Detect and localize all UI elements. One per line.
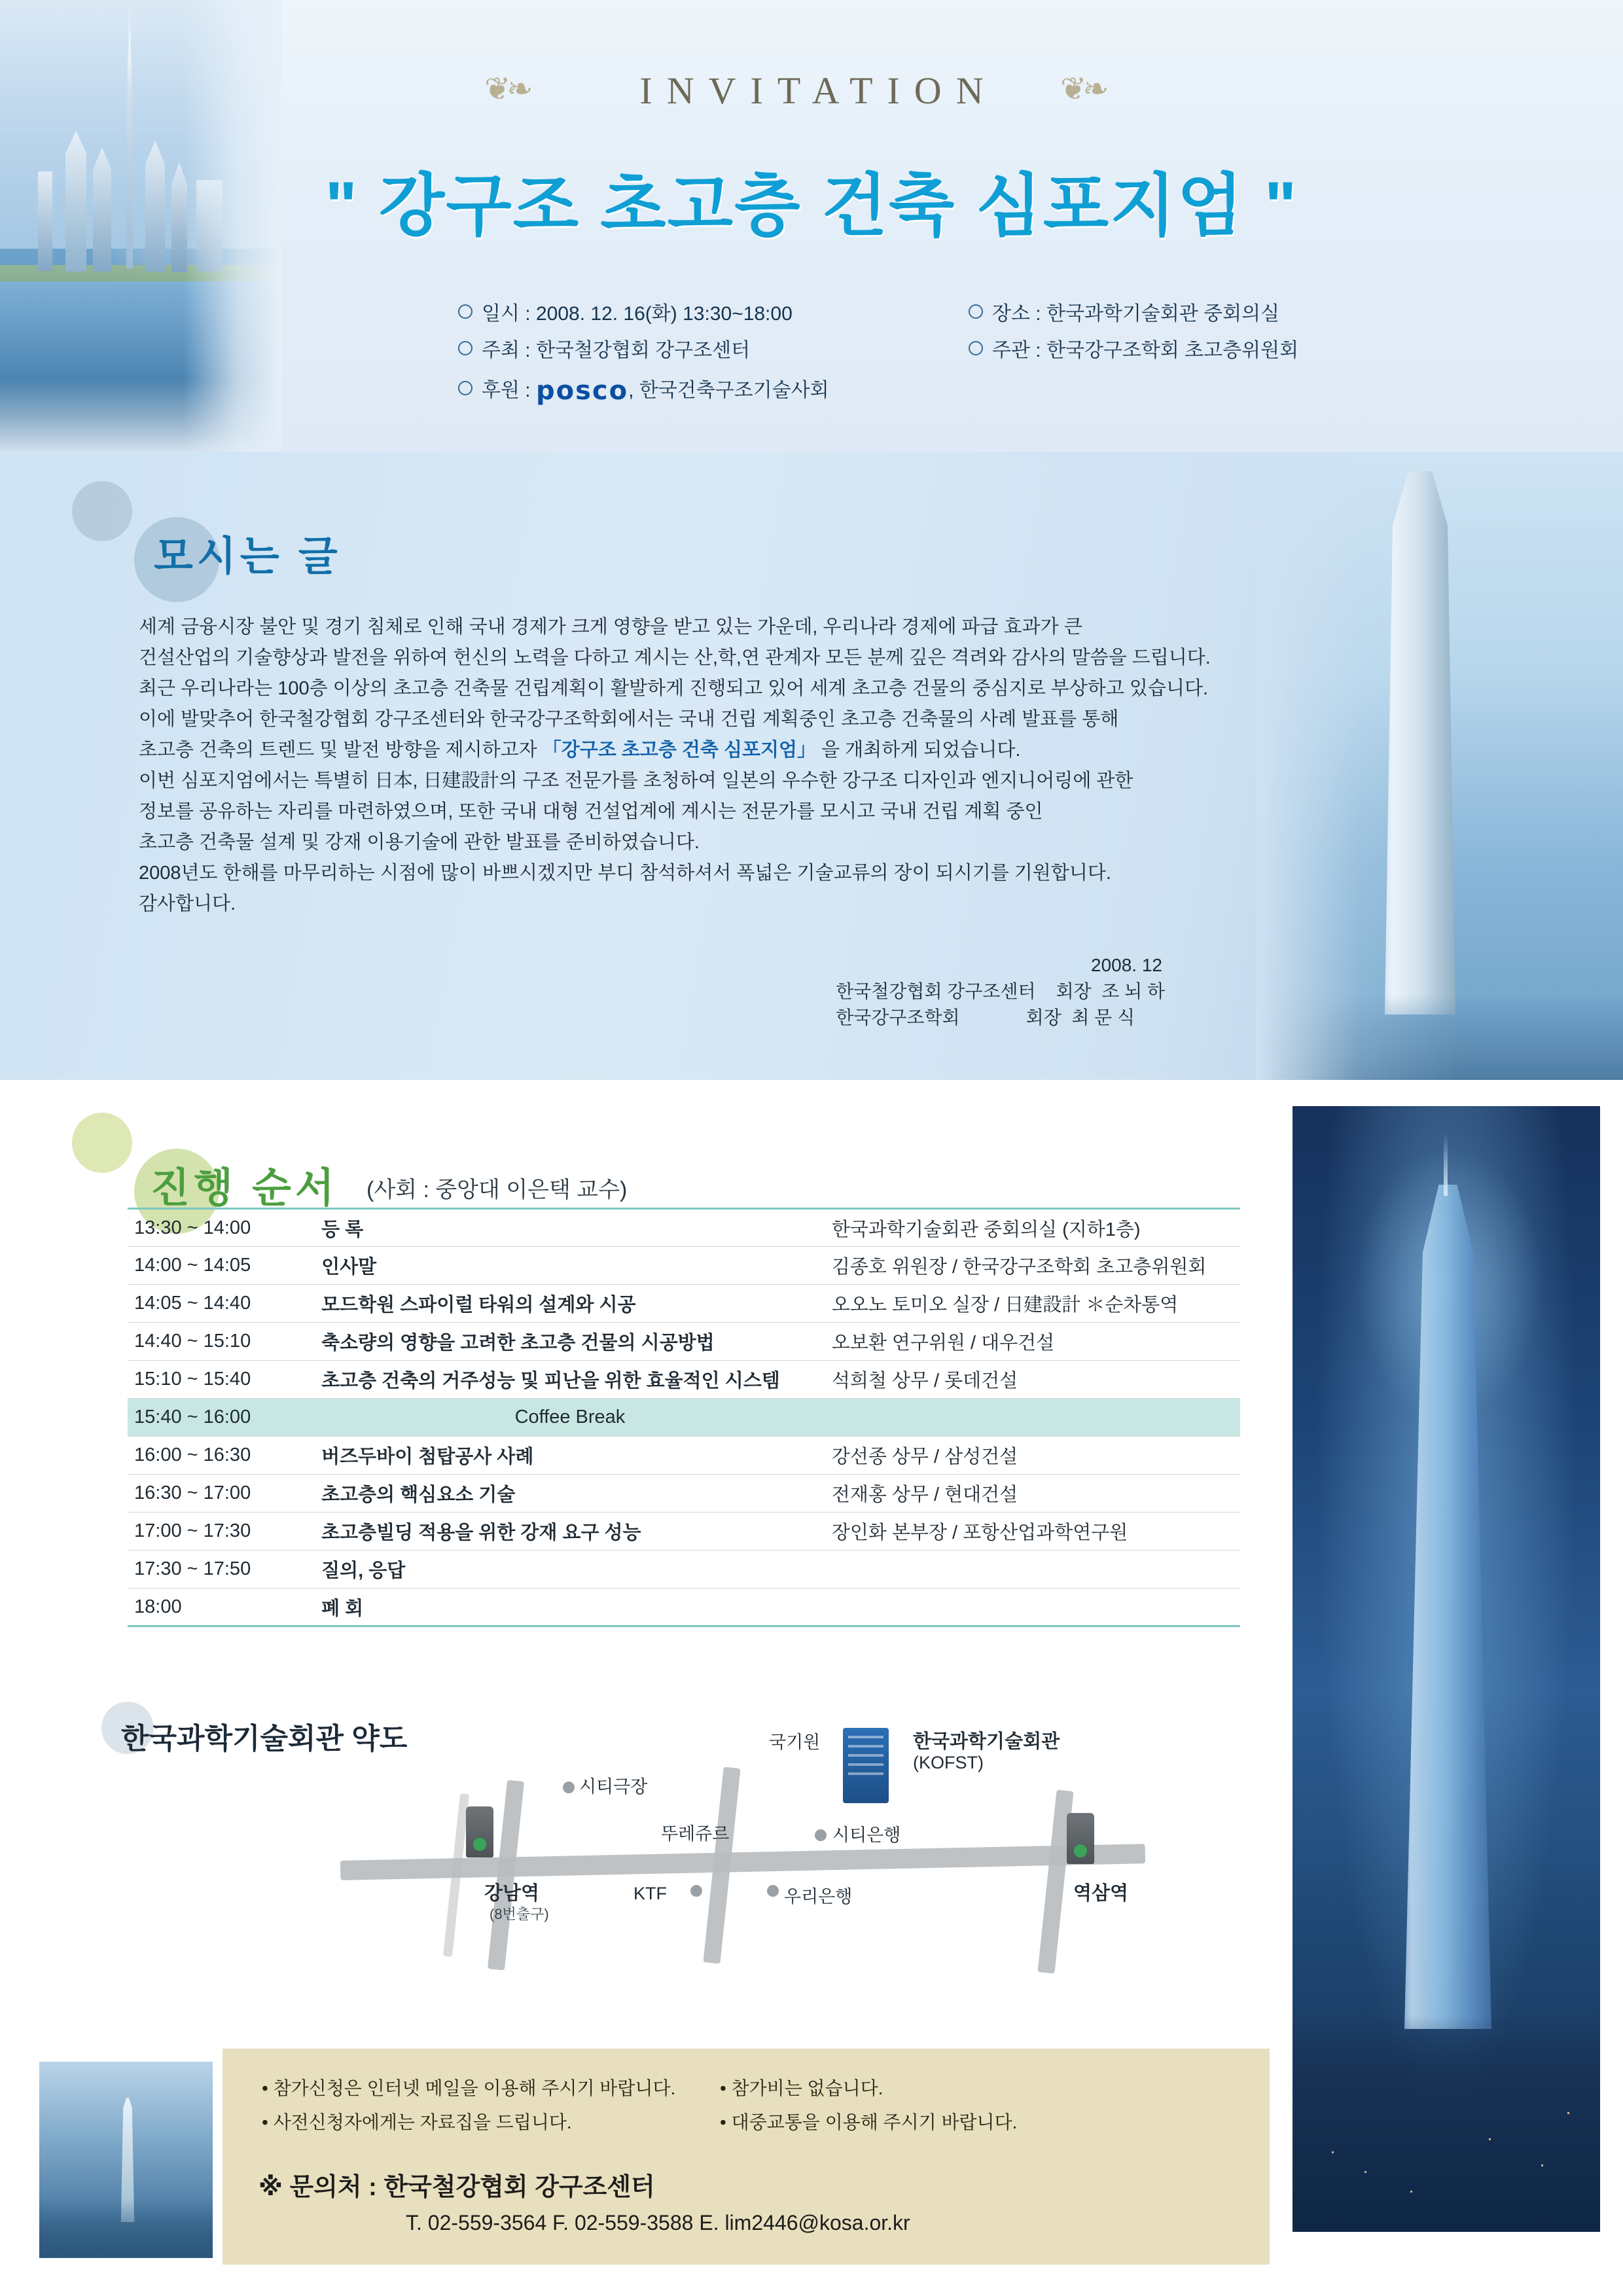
table-row <box>128 1247 1240 1285</box>
row-time: 18:00 <box>128 1588 315 1626</box>
greeting-line-4: 이에 발맞추어 한국철강협회 강구조센터와 한국강구조학회에서는 국내 건립 계획중인 초고층 건축물의 사례 발표를 통해 <box>139 709 1119 730</box>
table-row <box>128 1551 1240 1588</box>
row-topic: 폐 회 <box>315 1588 825 1626</box>
row-speaker <box>825 1588 1240 1626</box>
map-label-citibank: 시티은행 <box>832 1825 901 1845</box>
signature-line-1: 한국철강협회 강구조센터 회장 조 뇌 하 <box>836 981 1165 1001</box>
info-date-value: 2008. 12. 16(화) 13:30~18:00 <box>535 303 793 325</box>
map-dot-woori <box>767 1885 779 1897</box>
posco-logo: posco <box>535 376 629 406</box>
program-moderator: (사회 : 중앙대 이은택 교수) <box>366 1177 628 1202</box>
row-time: 14:00 ~ 14:05 <box>128 1247 315 1285</box>
signature-date: 2008. 12 <box>1091 955 1162 975</box>
row-speaker: 한국과학기술회관 중회의실 (지하1층) <box>825 1209 1240 1247</box>
bullet-icon <box>969 341 983 355</box>
greeting-line-1: 세계 금융시장 불안 및 경기 침체로 인해 국내 경제가 크게 영향을 받고 있는 가운데, 우리나라 경제에 파급 효과가 큰 <box>139 617 1082 637</box>
subway-icon-gangnam <box>466 1806 493 1857</box>
footer-bullets-left <box>262 2072 675 2140</box>
map-label-kofst: 한국과학기술회관 <box>913 1731 1060 1752</box>
row-topic: 초고층빌딩 적용을 위한 강재 요구 성능 <box>315 1513 825 1551</box>
bullet-icon <box>458 304 473 319</box>
info-host-label: 주최 <box>482 340 520 361</box>
footer-photo <box>39 2062 213 2258</box>
greeting-line-5-post: 을 개최하게 되었습니다. <box>816 740 1021 761</box>
row-time: 17:00 ~ 17:30 <box>128 1513 315 1551</box>
row-speaker: 김종호 위원장 / 한국강구조학회 초고층위원회 <box>825 1247 1240 1285</box>
info-organizer-label: 주관 <box>992 340 1030 361</box>
greeting-line-5-pre: 초고층 건축의 트렌드 및 발전 방향을 제시하고자 <box>139 740 543 761</box>
footer-bullet-4: • 대중교통을 이용해 주시기 바랍니다. <box>720 2112 1018 2132</box>
footer-bullets-right <box>720 2072 1017 2140</box>
row-time: 14:40 ~ 15:10 <box>128 1323 315 1361</box>
greeting-line-9: 2008년도 한해를 마무리하는 시점에 많이 바쁘시겠지만 부디 참석하셔서 폭넓은 기술교류의 장이 되시기를 기원합니다. <box>139 863 1111 884</box>
signature-line-2: 한국강구조학회 회장 최 문 식 <box>836 1007 1135 1028</box>
footer-tel: T. 02-559-3564 F. 02-559-3588 E. lim2446@kosa.or.kr <box>406 2211 910 2234</box>
greeting-symposium-emphasis: 「강구조 초고층 건축 심포지엄」 <box>542 740 817 761</box>
night-tower-photo <box>1293 1106 1600 2232</box>
event-info-block <box>458 304 1571 414</box>
map-label-ktf: KTF <box>633 1884 667 1903</box>
row-topic: Coffee Break <box>315 1399 825 1437</box>
program-heading: 진행 순서 <box>151 1166 338 1211</box>
row-speaker <box>825 1551 1240 1588</box>
row-speaker: 석희철 상무 / 롯데건설 <box>825 1361 1240 1399</box>
row-time: 13:30 ~ 14:00 <box>128 1209 315 1247</box>
info-organizer: 주관 : 한국강구조학회 초고층위원회 <box>969 341 1298 361</box>
map-label-tous-les-jours: 뚜레쥬르 <box>661 1824 730 1844</box>
info-organizer-value: 한국강구조학회 초고층위원회 <box>1046 340 1299 361</box>
info-sponsor-label: 후원 <box>482 380 520 401</box>
bullet-icon <box>458 341 473 355</box>
greeting-line-10: 감사합니다. <box>139 893 236 914</box>
map-label-yeoksam-station: 역삼역 <box>1073 1883 1129 1904</box>
greeting-signature <box>836 952 1165 1031</box>
footer-bullet-3: • 참가비는 없습니다. <box>720 2078 883 2098</box>
greeting-line-3: 최근 우리나라는 100층 이상의 초고층 건축물 건립계획이 활발하게 진행되고 있어 세계 초고층 건물의 중심지로 부상하고 있습니다. <box>139 678 1209 699</box>
row-time: 15:40 ~ 16:00 <box>128 1399 315 1437</box>
row-time: 16:00 ~ 16:30 <box>128 1437 315 1475</box>
greeting-line-6: 이번 심포지엄에서는 특별히 日本, 日建設計의 구조 전문가를 초청하여 일본의 우수한 강구조 디자인과 엔지니어링에 관한 <box>139 770 1133 791</box>
table-row <box>128 1437 1240 1475</box>
flourish-left-icon: ❦❧ <box>484 72 529 107</box>
table-row <box>128 1209 1240 1247</box>
info-sponsor: 후원 : posco, 한국건축구조기술사회 <box>458 378 829 404</box>
row-topic: 축소량의 영향을 고려한 초고층 건물의 시공방법 <box>315 1323 825 1361</box>
table-row <box>128 1361 1240 1399</box>
flourish-right-icon: ❦❧ <box>1060 72 1105 107</box>
info-place: 장소 : 한국과학기술회관 중회의실 <box>969 304 1279 324</box>
row-speaker: 오보환 연구위원 / 대우건설 <box>825 1323 1240 1361</box>
info-place-value: 한국과학기술회관 중회의실 <box>1046 303 1280 325</box>
row-time: 16:30 ~ 17:00 <box>128 1475 315 1513</box>
greeting-heading-blob <box>72 481 132 541</box>
bullet-icon <box>969 304 983 319</box>
row-speaker: 오오노 토미오 실장 / 日建設計 ＊순차통역 <box>825 1285 1240 1323</box>
kofst-building-icon <box>843 1728 889 1803</box>
map-label-city-theater: 시티극장 <box>579 1777 648 1797</box>
table-row <box>128 1323 1240 1361</box>
info-place-label: 장소 <box>992 303 1030 325</box>
map-label-gangnam-station: 강남역 <box>484 1883 540 1904</box>
row-topic: 질의, 응답 <box>315 1551 825 1588</box>
row-topic: 버즈두바이 첨탑공사 사례 <box>315 1437 825 1475</box>
greeting-tower-photo <box>1257 452 1623 1080</box>
map-label-woori-bank: 우리은행 <box>784 1887 853 1907</box>
greeting-line-8: 초고층 건축물 설계 및 강재 이용기술에 관한 발표를 준비하였습니다. <box>139 832 700 853</box>
subway-icon-yeoksam <box>1067 1813 1094 1864</box>
map-dot-ktf <box>690 1885 702 1897</box>
row-time: 14:05 ~ 14:40 <box>128 1285 315 1323</box>
map-title: 한국과학기술회관 약도 <box>121 1723 408 1755</box>
row-speaker: 장인화 본부장 / 포항산업과학연구원 <box>825 1513 1240 1551</box>
info-date: 일시 : 2008. 12. 16(화) 13:30~18:00 <box>458 304 793 324</box>
map-label-kofst-en: (KOFST) <box>913 1753 984 1772</box>
table-row <box>128 1588 1240 1626</box>
footer-bullet-1: • 참가신청은 인터넷 메일을 이용해 주시기 바랍니다. <box>262 2078 676 2098</box>
greeting-line-5 <box>139 735 1264 766</box>
info-sponsor-value: , 한국건축구조기술사회 <box>628 380 829 401</box>
footer-contact: ※ 문의처 : 한국철강협회 강구조센터 <box>259 2174 655 2201</box>
program-heading-blob <box>72 1113 132 1173</box>
footer-bullet-2: • 사전신청자에게는 자료집을 드립니다. <box>262 2112 572 2132</box>
map-dot-city-theater <box>563 1782 575 1793</box>
info-host: 주최 : 한국철강협회 강구조센터 <box>458 341 750 361</box>
row-speaker <box>825 1399 1240 1437</box>
row-time: 15:10 ~ 15:40 <box>128 1361 315 1399</box>
row-speaker: 강선종 상무 / 삼성건설 <box>825 1437 1240 1475</box>
table-row <box>128 1285 1240 1323</box>
greeting-line-7: 정보를 공유하는 자리를 마련하였으며, 또한 국내 대형 건설업계에 계시는 전문가를 모시고 국내 건립 계획 중인 <box>139 801 1043 822</box>
info-date-label: 일시 <box>482 303 520 325</box>
program-table <box>128 1208 1240 1627</box>
header-banner <box>0 0 1623 452</box>
map-label-gukkiwon: 국기원 <box>769 1732 821 1752</box>
row-speaker: 전재홍 상무 / 현대건설 <box>825 1475 1240 1513</box>
row-topic: 초고층의 핵심요소 기술 <box>315 1475 825 1513</box>
greeting-body <box>139 612 1264 920</box>
row-topic: 인사말 <box>315 1247 825 1285</box>
map-dot-citibank <box>815 1829 827 1841</box>
program-table-wrap <box>128 1208 1240 1627</box>
row-time: 17:30 ~ 17:50 <box>128 1551 315 1588</box>
table-row <box>128 1475 1240 1513</box>
greeting-line-2: 건설산업의 기술향상과 발전을 위하여 헌신의 노력을 다하고 계시는 산,학,연 관계자 모든 분께 깊은 격려와 감사의 말씀을 드립니다. <box>139 647 1211 668</box>
info-host-value: 한국철강협회 강구조센터 <box>535 340 751 361</box>
table-row <box>128 1513 1240 1551</box>
row-topic: 모드학원 스파이럴 타워의 설계와 시공 <box>315 1285 825 1323</box>
map-label-gangnam-exit: (8번출구) <box>490 1906 549 1922</box>
page-title: " 강구조 초고층 건축 심포지엄 " <box>325 168 1298 244</box>
bullet-icon <box>458 381 473 395</box>
row-topic: 초고층 건축의 거주성능 및 피난을 위한 효율적인 시스템 <box>315 1361 825 1399</box>
greeting-heading: 모시는 글 <box>154 534 342 579</box>
invitation-word: INVITATION <box>639 69 998 112</box>
row-topic: 등 록 <box>315 1209 825 1247</box>
table-row-break <box>128 1399 1240 1437</box>
